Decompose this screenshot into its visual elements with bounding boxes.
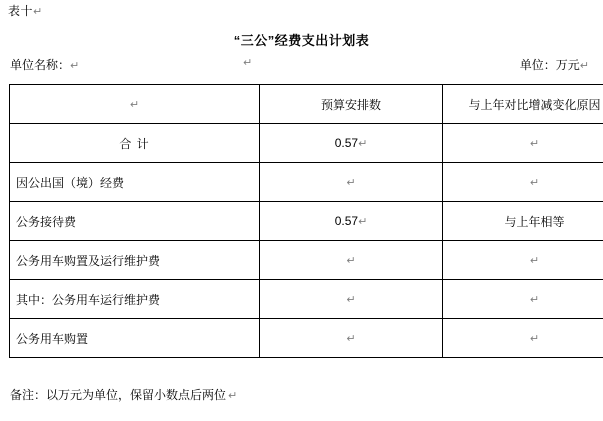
pilcrow-mark: ↵ <box>346 294 356 306</box>
unit-name-label <box>10 56 79 73</box>
pilcrow-mark: ↵ <box>529 333 540 345</box>
page-title: “三公”经费支出计划表 <box>233 33 370 48</box>
table-row <box>10 280 603 319</box>
row-item-label: 公务用车购置及运行维护费 <box>10 241 260 280</box>
pilcrow-mark: ↵ <box>529 138 540 150</box>
pilcrow-mark: ↵ <box>529 294 540 306</box>
row-budget-value <box>260 124 443 163</box>
unit-name-label-text: 单位名称： <box>10 58 71 72</box>
table-row <box>10 202 603 241</box>
pilcrow-mark: ↵ <box>529 255 540 267</box>
table-note <box>10 386 237 403</box>
pilcrow-mark: ↵ <box>358 216 368 228</box>
row-reason-value <box>443 319 603 358</box>
row-budget-text: 0.57 <box>334 136 359 150</box>
row-reason-value <box>443 241 603 280</box>
pilcrow-mark: ↵ <box>346 177 356 189</box>
table-header-row <box>10 85 603 124</box>
header-cell-item <box>10 85 260 124</box>
row-budget-value <box>260 319 443 358</box>
row-reason-value <box>443 163 603 202</box>
table-label-text: 表十 <box>8 4 34 18</box>
table-row <box>10 241 603 280</box>
table-row <box>10 319 603 358</box>
row-reason-value <box>443 202 603 241</box>
table-note-text: 备注：以万元为单位，保留小数点后两位 <box>10 388 227 402</box>
header-cell-budget: 预算安排数 <box>260 85 443 124</box>
row-item-label: 公务接待费 <box>10 202 260 241</box>
row-budget-value <box>260 163 443 202</box>
row-item-label: 因公出国（境）经费 <box>10 163 260 202</box>
row-budget-value <box>260 280 443 319</box>
row-budget-text: 0.57 <box>334 214 359 228</box>
pilcrow-mark: ↵ <box>358 138 368 150</box>
row-budget-value <box>260 202 443 241</box>
meta-row <box>0 56 603 74</box>
unit-measure-label <box>520 56 589 73</box>
unit-measure-label-text: 单位：万元 <box>519 58 580 72</box>
pilcrow-mark: ↵ <box>346 255 356 267</box>
row-reason-value <box>443 280 603 319</box>
row-item-label: 合 计 <box>10 124 260 163</box>
row-item-label: 其中：公务用车运行维护费 <box>10 280 260 319</box>
pilcrow-mark: ↵ <box>129 99 140 111</box>
pilcrow-mark: ↵ <box>346 333 356 345</box>
row-budget-value <box>260 241 443 280</box>
table-row <box>10 124 603 163</box>
row-reason-value <box>443 124 603 163</box>
table-label <box>8 2 43 19</box>
pilcrow-mark: ↵ <box>228 390 238 402</box>
pilcrow-mark: ↵ <box>33 6 43 18</box>
expense-plan-table <box>9 84 603 358</box>
row-reason-text: 与上年相等 <box>504 214 565 229</box>
pilcrow-mark: ↵ <box>529 177 540 189</box>
row-item-label: 公务用车购置 <box>10 319 260 358</box>
pilcrow-mark-center: ↵ <box>243 57 253 69</box>
table-row <box>10 163 603 202</box>
header-cell-reason: 与上年对比增减变化原因 <box>443 85 603 124</box>
pilcrow-mark: ↵ <box>579 60 589 72</box>
pilcrow-mark: ↵ <box>70 60 80 72</box>
